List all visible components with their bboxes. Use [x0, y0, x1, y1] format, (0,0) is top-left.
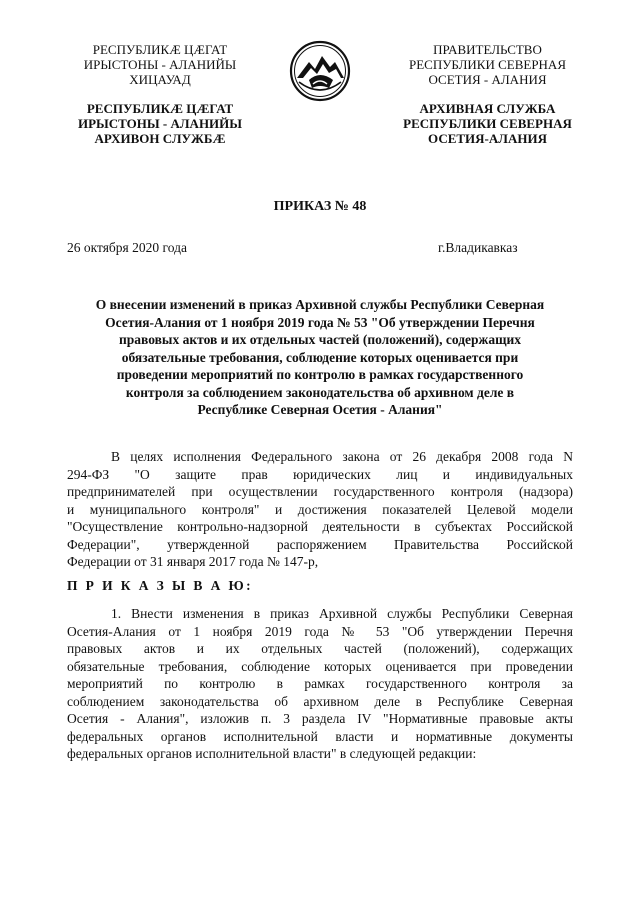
order-directive-heading: П Р И К А З Ы В А Ю: [67, 578, 253, 593]
item-1-paragraph [67, 605, 573, 763]
header-right-block [380, 42, 595, 146]
paragraph-line: предпринимателей при осуществлении государственного контроля (надзора) [67, 484, 573, 499]
paragraph-line: "Осуществление контрольно-надзорной деятельности в субъектах Российской [67, 519, 573, 534]
subject-line: контроля за соблюдением законодательства об архивном деле в [125, 384, 515, 400]
header-left-agency-line: РЕСПУБЛИКӔ ЦӔГАТ [86, 101, 234, 116]
order-title: ПРИКАЗ № 48 [273, 199, 367, 214]
order-date: 26 октября 2020 года [67, 240, 187, 255]
paragraph-line: соблюдением законодательства об архивном деле в Республике Северная [67, 693, 573, 709]
header-right-agency-line: РЕСПУБЛИКИ СЕВЕРНАЯ [403, 116, 572, 131]
coat-of-arms-icon [289, 40, 351, 102]
order-city: г.Владикавказ [438, 240, 518, 255]
paragraph-line: Осетия-Алания от 1 ноября 2019 года № 53 "Об утверждении Перечня [67, 623, 573, 639]
paragraph-line: 1. Внести изменения в приказ Архивной службы Республики Северная [111, 606, 573, 621]
paragraph-line: Осетия - Алания", изложив п. 3 раздела IV "Нормативные правовые акты [67, 711, 573, 726]
subject-line: обязательные требования, соблюдение которых оценивается при [121, 349, 519, 365]
subject-line: проведении мероприятий по контролю в рамках государственного [116, 367, 524, 382]
paragraph-line: федеральных органов исполнительной власти и нормативные документы [67, 728, 573, 744]
subject-line: Республике Северная Осетия - Алания" [197, 402, 443, 417]
paragraph-line: В целях исполнения Федерального закона от 26 декабря 2008 года N [111, 449, 573, 464]
paragraph-line: Федерации", утвержденной распоряжением Правительства Российской [67, 536, 573, 552]
subject-line: Осетия-Алания от 1 ноября 2019 года № 53 "Об утверждении Перечня [105, 314, 535, 330]
header-left-line: РЕСПУБЛИКӔ ЦӔГАТ [92, 42, 228, 57]
paragraph-line: 294-ФЗ "О защите прав юридических лиц и индивидуальных [67, 466, 573, 482]
header-left-block [60, 42, 260, 146]
order-subject [70, 296, 570, 419]
header-left-agency-line: АРХИВОН СЛУЖБӔ [94, 131, 226, 146]
header-left-agency-line: ИРЫСТОНЫ - АЛАНИЙЫ [77, 116, 243, 131]
header-left-line: ИРЫСТОНЫ - АЛАНИЙЫ [83, 57, 237, 72]
paragraph-line: обязательные требования, соблюдение которых оценивается при проведении [67, 658, 573, 674]
header-right-line: РЕСПУБЛИКИ СЕВЕРНАЯ [409, 57, 566, 72]
header-right-line: ПРАВИТЕЛЬСТВО [433, 42, 542, 57]
header-right-agency-line: ОСЕТИЯ-АЛАНИЯ [428, 131, 547, 146]
header-right-agency-line: АРХИВНАЯ СЛУЖБА [419, 101, 556, 116]
paragraph-line: федеральных органов исполнительной власти" в следующей редакции: [67, 746, 477, 761]
paragraph-line: Федерации от 31 января 2017 года № 147-р, [67, 554, 319, 569]
header-left-line: ХИЦАУАД [129, 72, 191, 87]
header-right-line: ОСЕТИЯ - АЛАНИЯ [428, 72, 547, 87]
subject-line: О внесении изменений в приказ Архивной службы Республики Северная [95, 297, 545, 312]
paragraph-line: мероприятий по контролю в рамках государственного контроля за [67, 676, 573, 691]
subject-line: правовых актов и их отдельных частей (положений), содержащих [118, 332, 522, 347]
paragraph-line: и муниципального контроля" и достижения показателей Целевой модели [67, 501, 573, 517]
preamble-paragraph [67, 448, 573, 571]
paragraph-line: правовых актов и их отдельных частей (положений), содержащих [67, 641, 573, 656]
